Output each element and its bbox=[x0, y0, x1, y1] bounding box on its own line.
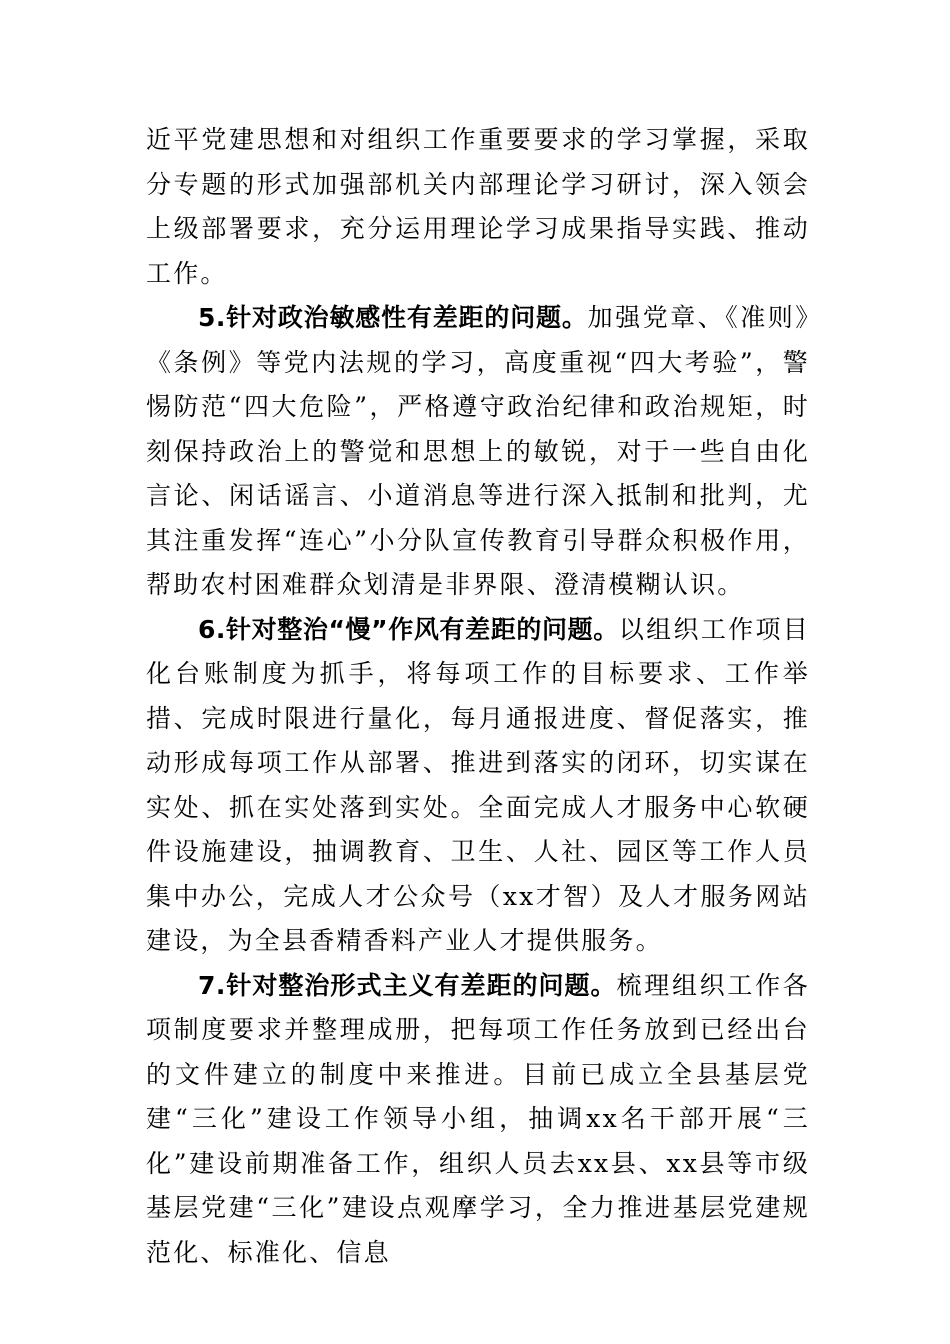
paragraph-item-7 bbox=[146, 964, 810, 1276]
paragraph-body-text: 梳理组织工作各项制度要求并整理成册，把每项工作任务放到已经出台的文件建立的制度中来推进。目前已成立全县基层党建“三化”建设工作领导小组，抽调xx名干部开展“三化”建设前期准备工作，组织人员去xx县、xx县等市级基层党建“三化”建设点观摩学习，全力推进基层党建规范化、标准化、信息 bbox=[146, 970, 810, 1267]
paragraph-item-6 bbox=[146, 608, 810, 964]
paragraph-body-text: 加强党章、《准则》《条例》等党内法规的学习，高度重视“四大考验”，警惕防范“四大危险”，严格遵守政治纪律和政治规矩，时刻保持政治上的警觉和思想上的敏锐，对于一些自由化言论、闲话谣言、小道消息等进行深入抵制和批判，尤其注重发挥“连心”小分队宣传教育引导群众积极作用，帮助农村困难群众划清是非界限、澄清模糊认识。 bbox=[146, 303, 810, 599]
paragraph-item-5 bbox=[146, 296, 810, 608]
paragraph-body-text: 以组织工作项目化台账制度为抓手，将每项工作的目标要求、工作举措、完成时限进行量化，每月通报进度、督促落实，推动形成每项工作从部署、推进到落实的闭环，切实谋在实处、抓在实处落到实处。全面完成人才服务中心软硬件设施建设，抽调教育、卫生、人社、园区等工作人员集中办公，完成人才公众号（xx才智）及人才服务网站建设，为全县香精香料产业人才提供服务。 bbox=[146, 614, 810, 955]
paragraph-heading: 5.针对政治敏感性有差距的问题。 bbox=[198, 303, 588, 332]
paragraph-heading: 7.针对整治形式主义有差距的问题。 bbox=[198, 970, 617, 1000]
paragraph-body-text: 近平党建思想和对组织工作重要要求的学习掌握，采取分专题的形式加强部机关内部理论学习研讨，深入领会上级部署要求，充分运用理论学习成果指导实践、推动工作。 bbox=[146, 125, 810, 288]
document-body bbox=[146, 118, 810, 1275]
paragraph-heading: 6.针对整治“慢”作风有差距的问题。 bbox=[198, 614, 619, 644]
paragraph-continuation bbox=[146, 118, 810, 296]
